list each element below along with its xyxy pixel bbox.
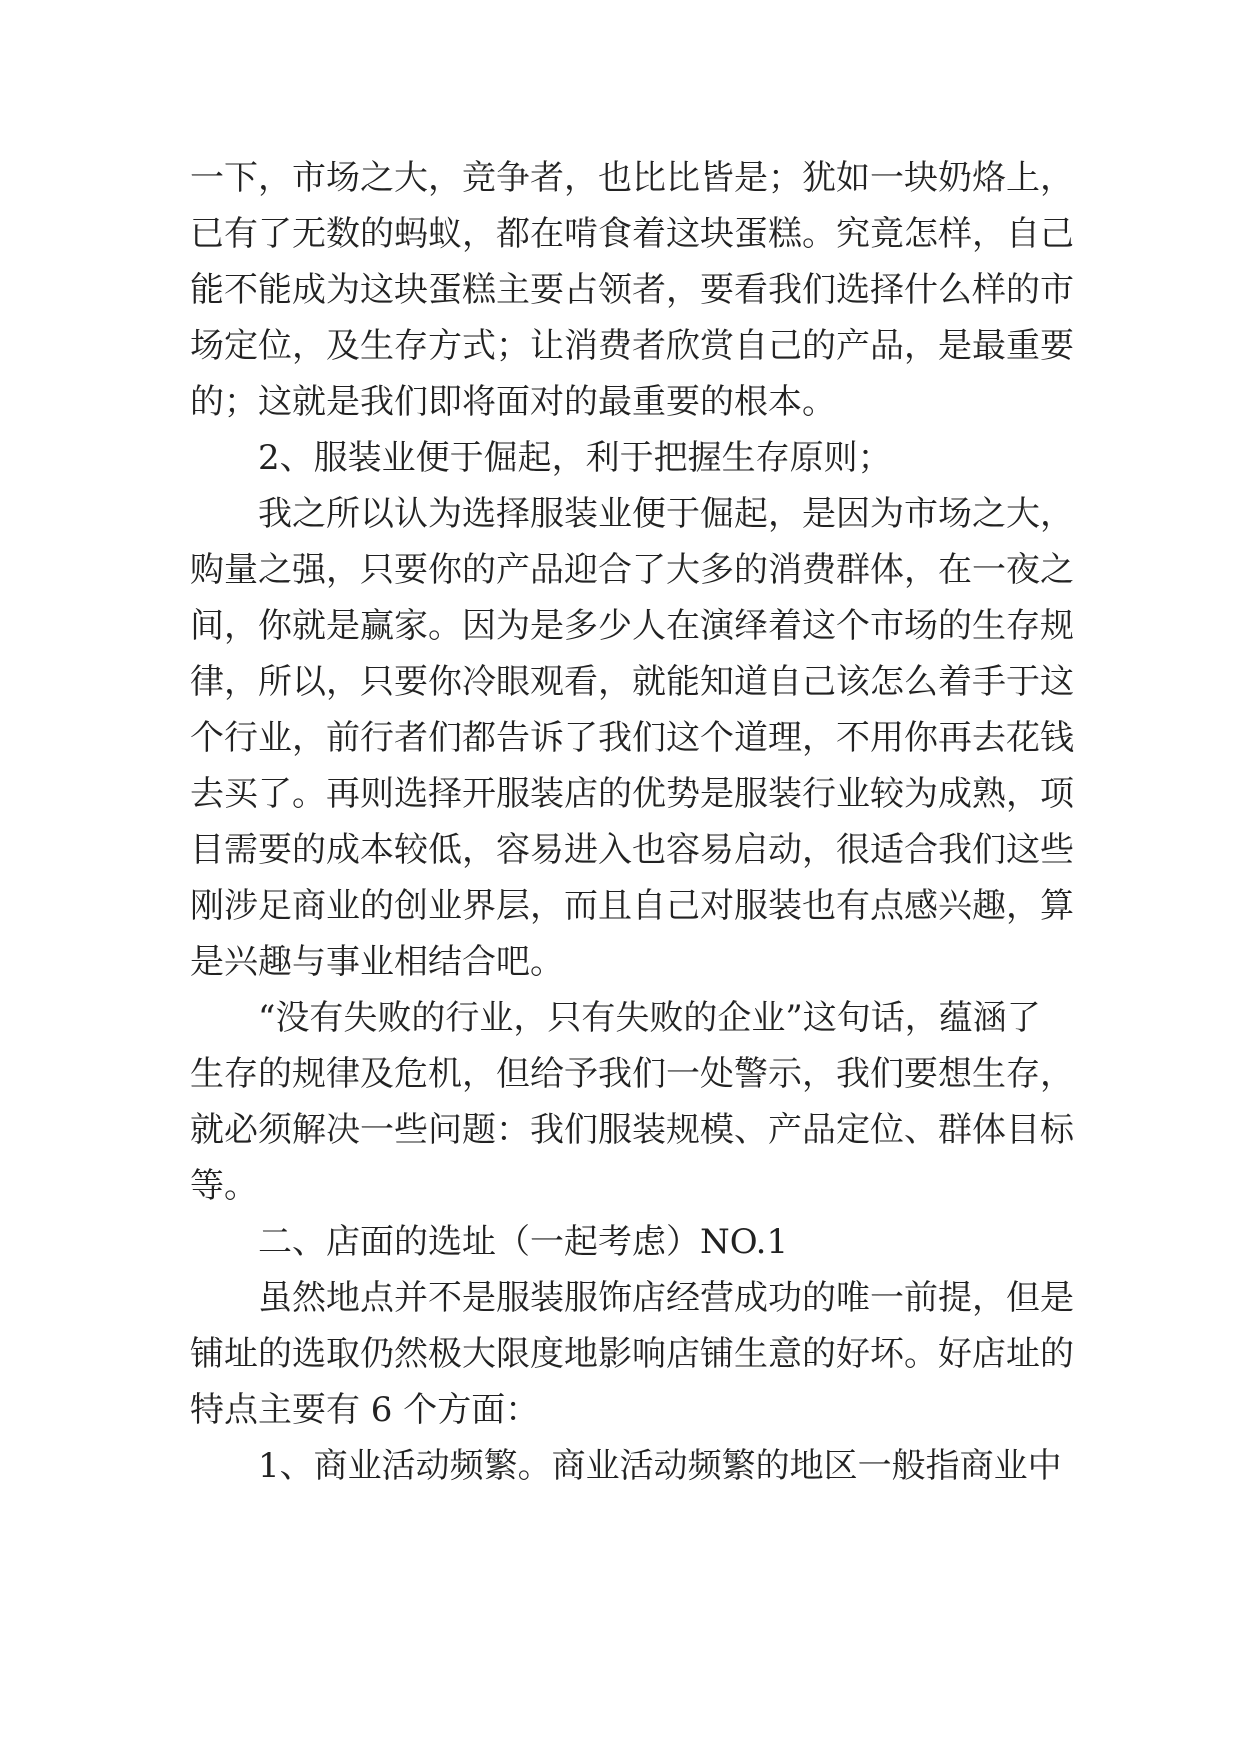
text-line: 一下，市场之大，竞争者，也比比皆是；犹如一块奶烙上， (190, 158, 1074, 198)
text-line: 铺址的选取仍然极大限度地影响店铺生意的好坏。好店址的 (190, 1334, 1074, 1374)
text-line: 1、商业活动频繁。商业活动频繁的地区一般指商业中 (258, 1446, 1062, 1486)
text-line: 刚涉足商业的创业界层，而且自己对服装也有点感兴趣，算 (190, 886, 1074, 926)
text-line: 等。 (190, 1166, 258, 1206)
section-heading: 二、店面的选址（一起考虑）NO.1 (258, 1222, 789, 1262)
text-line: 购量之强，只要你的产品迎合了大多的消费群体，在一夜之 (190, 550, 1074, 590)
text-line: 个行业，前行者们都告诉了我们这个道理，不用你再去花钱 (190, 718, 1074, 758)
text-line: 律，所以，只要你冷眼观看，就能知道自己该怎么着手于这 (190, 662, 1074, 702)
text-line: 虽然地点并不是服装服饰店经营成功的唯一前提，但是 (258, 1278, 1074, 1318)
text-line: 目需要的成本较低，容易进入也容易启动，很适合我们这些 (190, 830, 1074, 870)
section-heading: 2、服装业便于倔起，利于把握生存原则； (258, 438, 892, 478)
text-line: 是兴趣与事业相结合吧。 (190, 942, 564, 982)
text-line: “没有失败的行业，只有失败的企业”这句话，蕴涵了 (258, 998, 1041, 1038)
text-line: 已有了无数的蚂蚁，都在啃食着这块蛋糕。究竟怎样，自己 (190, 214, 1074, 254)
text-line: 特点主要有 6 个方面： (190, 1390, 540, 1430)
text-line: 生存的规律及危机，但给予我们一处警示，我们要想生存， (190, 1054, 1074, 1094)
text-line: 我之所以认为选择服装业便于倔起，是因为市场之大， (258, 494, 1074, 534)
text-line: 去买了。再则选择开服装店的优势是服装行业较为成熟，项 (190, 774, 1074, 814)
text-line: 的；这就是我们即将面对的最重要的根本。 (190, 382, 836, 422)
text-line: 间，你就是赢家。因为是多少人在演绎着这个市场的生存规 (190, 606, 1074, 646)
text-line: 就必须解决一些问题：我们服装规模、产品定位、群体目标 (190, 1110, 1074, 1150)
text-line: 能不能成为这块蛋糕主要占领者，要看我们选择什么样的市 (190, 270, 1074, 310)
text-line: 场定位，及生存方式；让消费者欣赏自己的产品，是最重要 (190, 326, 1074, 366)
